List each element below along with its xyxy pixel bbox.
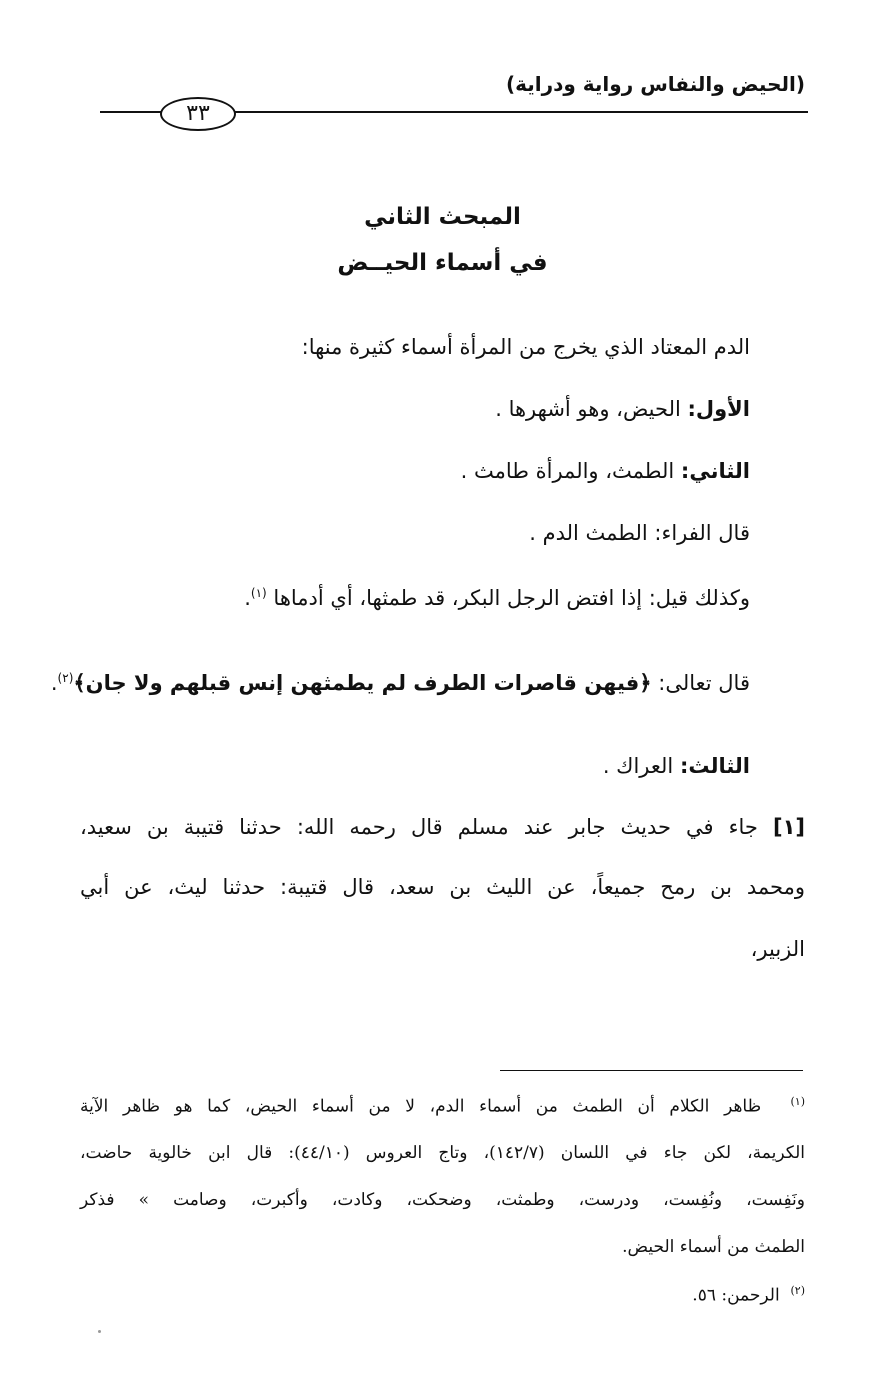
page-number: ٣٣: [160, 97, 236, 131]
third-label: الثالث:: [679, 754, 750, 778]
footnote-1-line-1: [80, 1095, 805, 1117]
hadith-number: [١]: [772, 815, 805, 839]
hadith-line-2: ومحمد بن رمح جميعاً، عن الليث بن سعد، قال قتيبة: حدثنا ليث، عن أبي: [80, 875, 805, 899]
kadhalik-text: وكذلك قيل: إذا افتض الرجل البكر، قد طمثها، أي أدماها: [273, 586, 750, 610]
quran-verse: ﴿فيهن قاصرات الطرف لم يطمثهن إنس قبلهم ولا جان﴾: [73, 671, 652, 695]
footnote-1-line-3: ونَفِست، ونُفِست، ودرست، وطمثت، وضحكت، وكادت، وأكبرت، وصامت » فذكر: [80, 1190, 805, 1210]
footnote-ref-2[interactable]: (٢): [57, 671, 74, 685]
footnote-1-line-1-text: ظاهر الكلام أن الطمث من أسماء الدم، لا من أسماء الحيض، كما هو ظاهر الآية: [80, 1096, 762, 1117]
first-text: الحيض، وهو أشهرها .: [495, 397, 688, 421]
farra-line: قال الفراء: الطمث الدم .: [529, 521, 750, 545]
running-title: (الحيض والنفاس رواية ودراية): [505, 72, 805, 96]
intro-paragraph: الدم المعتاد الذي يخرج من المرأة أسماء كثيرة منها:: [301, 335, 750, 359]
third-text: العراك .: [602, 754, 680, 778]
section-subtitle: في أسماء الحيــض: [337, 250, 548, 276]
kadhalik-line: [244, 586, 750, 610]
second-text: الطمث، والمرأة طامث .: [460, 459, 681, 483]
hadith-line-1: [80, 815, 805, 839]
footnote-1-marker: (١): [790, 1095, 805, 1108]
verse-line: [51, 671, 750, 695]
first-name-line: [495, 397, 750, 421]
section-title: المبحث الثاني: [364, 204, 521, 230]
footnote-1-line-2: الكريمة، لكن جاء في اللسان (١٤٢/٧)، وتاج العروس (٤٤/١٠): قال ابن خالوية حاضت،: [80, 1143, 805, 1163]
verse-end: .: [50, 671, 58, 695]
second-label: الثاني:: [680, 459, 750, 483]
verse-prefix: قال تعالى:: [651, 671, 750, 695]
scan-speck: [98, 1330, 101, 1333]
third-name-line: [603, 754, 750, 778]
footnote-separator: [500, 1070, 803, 1071]
footnote-2-text: الرحمن: ٥٦.: [692, 1285, 780, 1306]
first-label: الأول:: [687, 397, 750, 421]
kadhalik-end: .: [244, 586, 251, 610]
hadith-line-3: الزبير،: [750, 937, 805, 961]
second-name-line: [461, 459, 750, 483]
hadith-line-1-text: جاء في حديث جابر عند مسلم قال رحمه الله: حدثنا قتيبة بن سعيد،: [80, 815, 773, 839]
footnote-2-marker: (٢): [790, 1284, 805, 1297]
footnote-2: [80, 1284, 805, 1306]
footnote-1-line-4: الطمث من أسماء الحيض.: [622, 1237, 805, 1257]
footnote-ref-1[interactable]: (١): [250, 586, 267, 600]
